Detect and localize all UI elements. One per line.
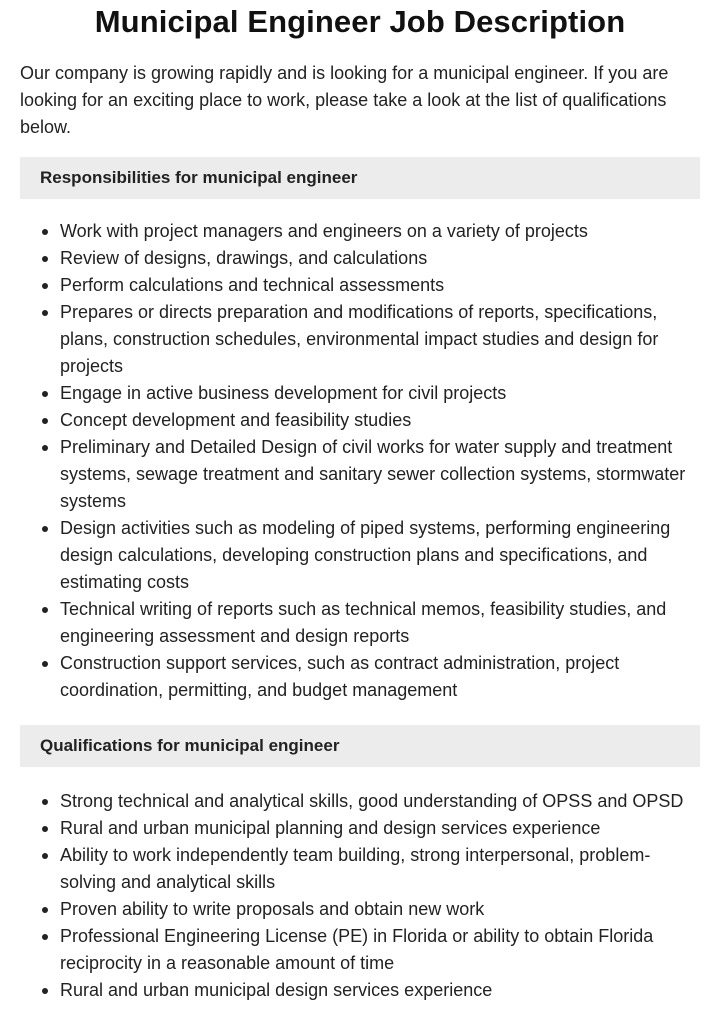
bullet-icon [42, 283, 48, 289]
qualifications-list [20, 788, 700, 1004]
list-item [60, 788, 700, 815]
bullet-icon [42, 907, 48, 913]
list-item [60, 434, 700, 515]
list-item [60, 815, 700, 842]
list-item [60, 977, 700, 1004]
list-item-text: Rural and urban municipal planning and design services experience [60, 818, 601, 838]
list-item-text: Preliminary and Detailed Design of civil works for water supply and treatment systems, sewage treatment and sanitary sewer collection systems, stormwater systems [60, 437, 686, 511]
list-item-text: Design activities such as modeling of piped systems, performing engineering design calculations, developing construction plans and specifications, and estimating costs [60, 518, 671, 592]
list-item [60, 407, 700, 434]
list-item [60, 380, 700, 407]
bullet-icon [42, 391, 48, 397]
bullet-icon [42, 418, 48, 424]
bullet-icon [42, 934, 48, 940]
list-item-text: Proven ability to write proposals and obtain new work [60, 899, 485, 919]
list-item [60, 245, 700, 272]
bullet-icon [42, 229, 48, 235]
list-item-text: Work with project managers and engineers on a variety of projects [60, 221, 588, 241]
list-item-text: Strong technical and analytical skills, good understanding of OPSS and OPSD [60, 791, 684, 811]
page-title: Municipal Engineer Job Description [94, 4, 626, 39]
intro-paragraph: Our company is growing rapidly and is looking for a municipal engineer. If you are looking for an exciting place to work, please take a look at the list of qualifications below. [20, 63, 669, 137]
bullet-icon [42, 799, 48, 805]
responsibilities-heading: Responsibilities for municipal engineer [40, 168, 358, 187]
list-item-text: Prepares or directs preparation and modifications of reports, specifications, plans, construction schedules, environmental impact studies and design for projects [60, 302, 659, 376]
list-item [60, 650, 700, 704]
list-item [60, 842, 700, 896]
list-item-text: Engage in active business development for civil projects [60, 383, 507, 403]
qualifications-header [20, 725, 700, 767]
list-item-text: Concept development and feasibility studies [60, 410, 412, 430]
qualifications-heading: Qualifications for municipal engineer [40, 736, 340, 755]
bullet-icon [42, 256, 48, 262]
bullet-icon [42, 445, 48, 451]
list-item [60, 515, 700, 596]
list-item [60, 218, 700, 245]
list-item-text: Technical writing of reports such as technical memos, feasibility studies, and engineering assessment and design reports [60, 599, 667, 646]
bullet-icon [42, 310, 48, 316]
list-item-text: Rural and urban municipal design services experience [60, 980, 493, 1000]
list-item-text: Review of designs, drawings, and calculations [60, 248, 428, 268]
list-item [60, 923, 700, 977]
bullet-icon [42, 526, 48, 532]
list-item-text: Perform calculations and technical assessments [60, 275, 445, 295]
bullet-icon [42, 607, 48, 613]
bullet-icon [42, 988, 48, 994]
bullet-icon [42, 661, 48, 667]
list-item [60, 896, 700, 923]
list-item-text: Construction support services, such as contract administration, project coordination, permitting, and budget management [60, 653, 620, 700]
list-item-text: Ability to work independently team building, strong interpersonal, problem-solving and analytical skills [60, 845, 651, 892]
list-item [60, 596, 700, 650]
list-item-text: Professional Engineering License (PE) in Florida or ability to obtain Florida reciprocity in a reasonable amount of time [60, 926, 654, 973]
responsibilities-header [20, 157, 700, 199]
list-item [60, 272, 700, 299]
bullet-icon [42, 826, 48, 832]
responsibilities-list [20, 218, 700, 704]
list-item [60, 299, 700, 380]
bullet-icon [42, 853, 48, 859]
